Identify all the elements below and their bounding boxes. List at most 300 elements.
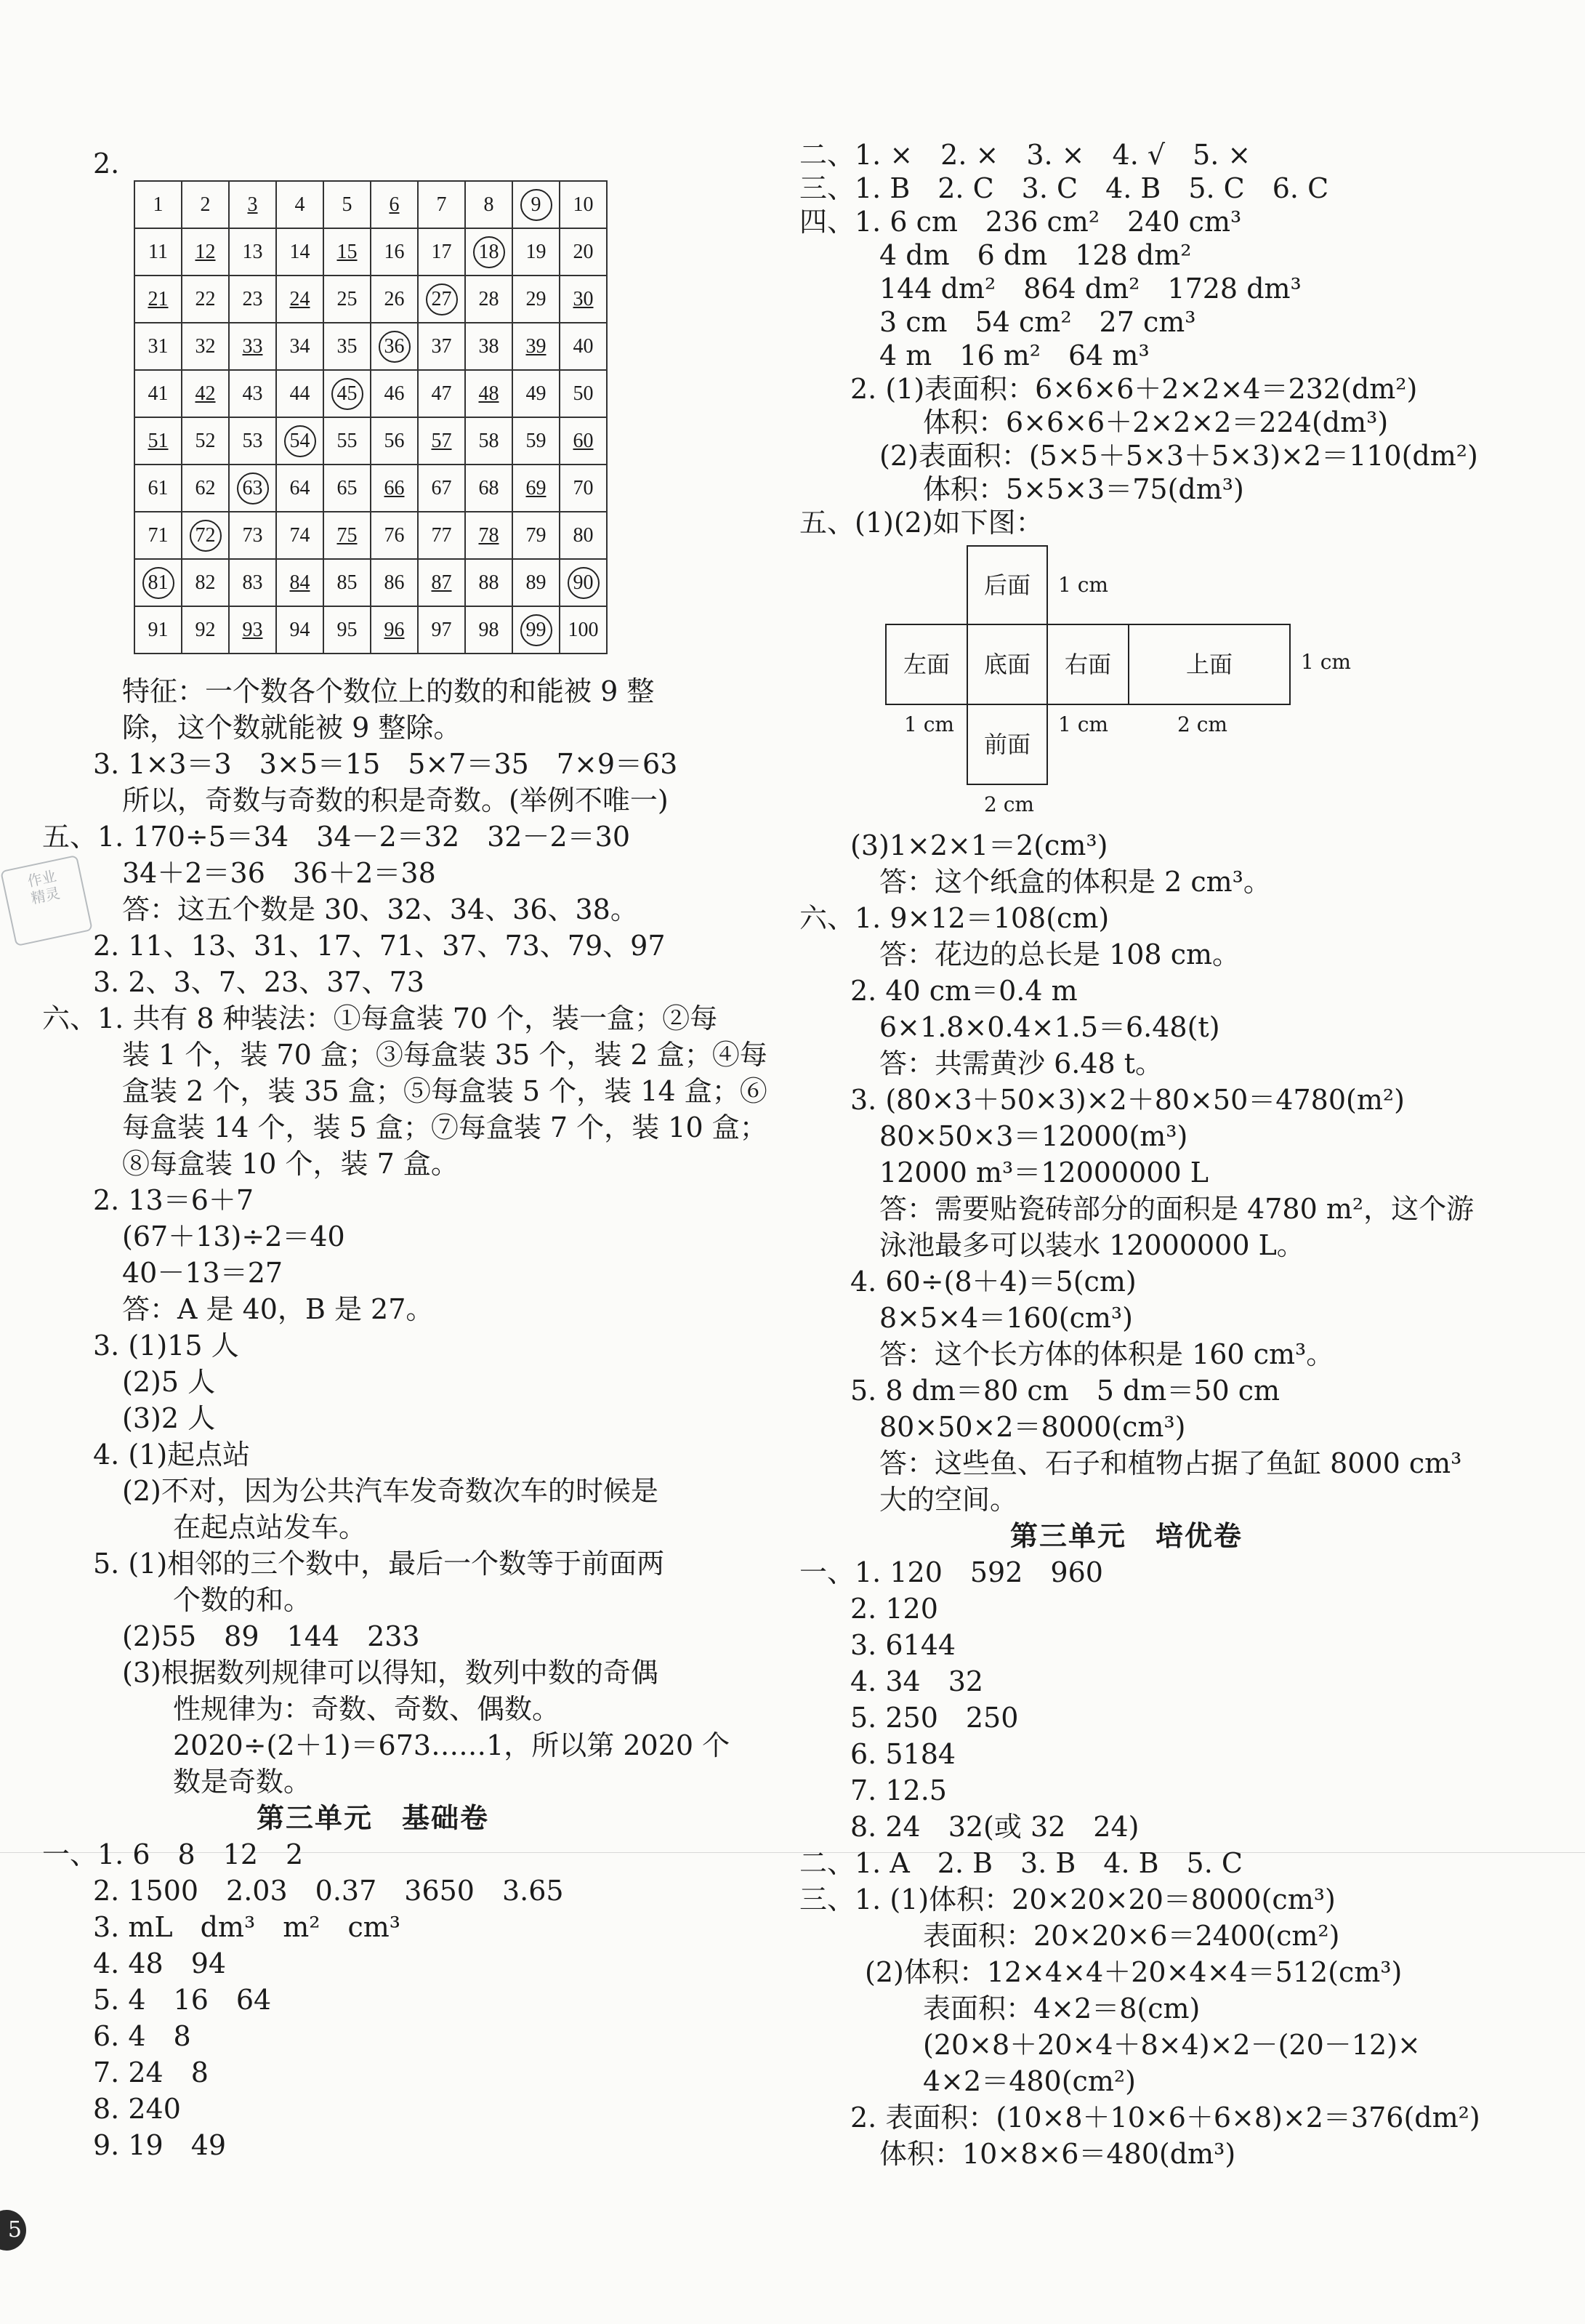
grid-cell: [134, 559, 182, 606]
section-heading: 六、1. 9×12＝108(cm): [799, 902, 1110, 934]
grid-row: [134, 606, 607, 654]
grid-cell: [276, 323, 323, 370]
grid-cell: [560, 606, 607, 654]
grid-cell: [323, 370, 371, 417]
text-line: 2020÷(2＋1)＝673……1，所以第 2020 个: [173, 1729, 730, 1761]
section-heading: 二、1. × 2. × 3. × 4. √ 5. ×: [799, 139, 1251, 171]
grid-number: 24: [289, 287, 310, 310]
text-line: 个数的和。: [173, 1584, 312, 1616]
grid-number: 75: [336, 523, 358, 547]
net-dim-label: 1 cm: [1058, 573, 1108, 597]
text-line: 5. 4 16 64: [93, 1984, 272, 2016]
grid-cell: [182, 417, 229, 465]
text-line: 3. 2、3、7、23、37、73: [93, 966, 424, 998]
grid-number: 76: [384, 523, 405, 547]
grid-cell: [134, 323, 182, 370]
grid-number: 47: [431, 382, 452, 405]
net-dim-label: 1 cm: [1058, 712, 1108, 736]
grid-cell: [560, 276, 607, 323]
grid-row: [134, 465, 607, 512]
text-line: 80×50×2＝8000(cm³): [879, 1411, 1186, 1443]
grid-cell: [371, 276, 418, 323]
grid-number: 19: [525, 240, 547, 263]
grid-cell: [512, 559, 560, 606]
text-line: 2. 40 cm＝0.4 m: [850, 975, 1078, 1007]
grid-cell: [418, 370, 465, 417]
grid-number: 84: [289, 571, 310, 594]
text-line: 3 cm 54 cm² 27 cm³: [879, 306, 1196, 338]
grid-number: 56: [384, 429, 405, 452]
grid-cell: [134, 606, 182, 654]
grid-number: 100: [568, 618, 599, 641]
grid-number: 13: [242, 240, 263, 263]
grid-cell: [229, 417, 276, 465]
text-line: 答：花边的总长是 108 cm。: [879, 938, 1241, 970]
unit-heading-basic: 第三单元 基础卷: [257, 1801, 490, 1834]
grid-cell: [229, 559, 276, 606]
grid-cell: [465, 559, 512, 606]
grid-cell: [323, 181, 371, 228]
grid-number: 6: [389, 193, 400, 216]
text-line: 所以，奇数与奇数的积是奇数。(举例不唯一): [122, 784, 669, 816]
grid-row: [134, 323, 607, 370]
net-dim-label: 2 cm: [1177, 712, 1227, 736]
text-line: 装 1 个，装 70 盒；③每盒装 35 个，装 2 盒；④每: [122, 1039, 767, 1071]
text-line: 数是奇数。: [173, 1766, 312, 1798]
grid-row: [134, 276, 607, 323]
grid-cell: [560, 465, 607, 512]
grid-cell: [323, 606, 371, 654]
grid-cell: [323, 512, 371, 559]
text-line: 3. 6144: [850, 1629, 956, 1661]
text-line: 4. 60÷(8＋4)＝5(cm): [850, 1266, 1137, 1298]
text-line: 8. 24 32(或 32 24): [850, 1811, 1140, 1843]
text-line: (3)1×2×1＝2(cm³): [850, 829, 1108, 861]
grid-cell: [182, 228, 229, 276]
section-heading: 六、1. 共有 8 种装法：①每盒装 70 个，装一盒；②每: [42, 1002, 718, 1034]
text-line: 特征：一个数各个数位上的数的和能被 9 整: [122, 675, 655, 707]
grid-number: 80: [573, 523, 594, 547]
grid-number: 99: [520, 614, 552, 646]
text-line: 9. 19 49: [93, 2129, 227, 2161]
grid-cell: [229, 606, 276, 654]
grid-cell: [371, 370, 418, 417]
grid-cell: [276, 465, 323, 512]
grid-number: 5: [342, 193, 352, 216]
text-line: 4. 48 94: [93, 1947, 227, 1979]
grid-number: 70: [573, 476, 594, 499]
grid-number: 11: [148, 240, 168, 263]
grid-number: 32: [195, 334, 216, 358]
page-number: 5: [0, 2210, 26, 2251]
grid-number: 86: [384, 571, 405, 594]
grid-number: 1: [153, 193, 164, 216]
grid-number: 81: [142, 567, 174, 599]
text-line: 7. 12.5: [850, 1774, 947, 1806]
grid-label: 2.: [93, 148, 120, 180]
section-heading: 一、1. 6 8 12 2: [42, 1838, 304, 1870]
grid-cell: [512, 417, 560, 465]
grid-number: 71: [148, 523, 169, 547]
grid-number: 45: [331, 378, 363, 410]
text-line: 4. 34 32: [850, 1665, 984, 1697]
grid-cell: [418, 323, 465, 370]
grid-number: 68: [478, 476, 499, 499]
grid-number: 25: [336, 287, 358, 310]
grid-cell: [371, 417, 418, 465]
grid-number: 90: [568, 567, 600, 599]
text-line: 答：A 是 40，B 是 27。: [122, 1293, 434, 1325]
grid-row: [134, 512, 607, 559]
grid-row: [134, 417, 607, 465]
grid-number: 97: [431, 618, 452, 641]
net-face-top: 上面: [1128, 624, 1291, 705]
text-line: 5. (1)相邻的三个数中，最后一个数等于前面两: [93, 1548, 665, 1580]
grid-number: 62: [195, 476, 216, 499]
text-line: 7. 24 8: [93, 2056, 209, 2088]
grid-cell: [229, 181, 276, 228]
grid-cell: [134, 512, 182, 559]
text-line: 答：这个纸盒的体积是 2 cm³。: [879, 866, 1271, 898]
grid-cell: [560, 228, 607, 276]
text-line: (67＋13)÷2＝40: [122, 1221, 345, 1253]
grid-number: 65: [336, 476, 358, 499]
grid-number: 4: [294, 193, 305, 216]
text-line: 8×5×4＝160(cm³): [879, 1302, 1133, 1334]
net-face-front: 前面: [967, 704, 1048, 785]
text-line: 2. 11、13、31、17、71、37、73、79、97: [93, 930, 666, 962]
grid-cell: [134, 370, 182, 417]
grid-cell: [323, 228, 371, 276]
text-line: 体积：5×5×3＝75(dm³): [923, 473, 1244, 505]
grid-cell: [418, 606, 465, 654]
grid-number: 93: [242, 618, 263, 641]
grid-cell: [276, 417, 323, 465]
grid-number: 43: [242, 382, 263, 405]
grid-number: 89: [525, 571, 547, 594]
grid-cell: [371, 559, 418, 606]
grid-cell: [465, 417, 512, 465]
grid-number: 28: [478, 287, 499, 310]
grid-row: [134, 559, 607, 606]
section-heading: 四、1. 6 cm 236 cm² 240 cm³: [799, 206, 1242, 238]
grid-number: 37: [431, 334, 452, 358]
text-line: (2)表面积：(5×5＋5×3＋5×3)×2＝110(dm²): [879, 440, 1478, 472]
grid-cell: [418, 465, 465, 512]
text-line: 144 dm² 864 dm² 1728 dm³: [879, 273, 1302, 305]
grid-number: 53: [242, 429, 263, 452]
text-line: 2. 13＝6＋7: [93, 1184, 254, 1216]
grid-number: 46: [384, 382, 405, 405]
grid-cell: [276, 512, 323, 559]
text-line: 除，这个数就能被 9 整除。: [122, 712, 461, 744]
text-line: (2)不对，因为公共汽车发奇数次车的时候是: [122, 1475, 658, 1507]
grid-cell: [512, 512, 560, 559]
grid-number: 63: [237, 473, 269, 504]
grid-number: 15: [336, 240, 358, 263]
grid-cell: [323, 559, 371, 606]
text-line: 3. 1×3＝3 3×5＝15 5×7＝35 7×9＝63: [93, 748, 678, 780]
grid-cell: [276, 370, 323, 417]
net-face-left: 左面: [885, 624, 968, 705]
grid-number: 33: [242, 334, 263, 358]
text-line: 4. (1)起点站: [93, 1439, 251, 1471]
grid-number: 52: [195, 429, 216, 452]
text-line: 40－13＝27: [122, 1257, 283, 1289]
grid-cell: [182, 606, 229, 654]
text-line: 2. 120: [850, 1593, 938, 1625]
text-line: 答：共需黄沙 6.48 t。: [879, 1048, 1163, 1079]
text-line: 每盒装 14 个，装 5 盒；⑦每盒装 7 个，装 10 盒；: [122, 1111, 767, 1143]
grid-number: 57: [431, 429, 452, 452]
text-line: 4 m 16 m² 64 m³: [879, 339, 1150, 371]
grid-number: 26: [384, 287, 405, 310]
net-face-right: 右面: [1046, 624, 1129, 705]
text-line: 表面积：20×20×6＝2400(cm²): [923, 1920, 1340, 1952]
grid-number: 10: [573, 193, 594, 216]
section-heading: 三、1. B 2. C 3. C 4. B 5. C 6. C: [799, 172, 1329, 204]
section-heading: 三、1. (1)体积：20×20×20＝8000(cm³): [799, 1883, 1336, 1915]
grid-cell: [182, 323, 229, 370]
text-line: 体积：10×8×6＝480(dm³): [879, 2138, 1236, 2170]
grid-cell: [465, 323, 512, 370]
text-line: 2. 表面积：(10×8＋10×6＋6×8)×2＝376(dm²): [850, 2102, 1480, 2134]
grid-number: 8: [483, 193, 494, 216]
grid-number: 18: [473, 236, 505, 268]
grid-cell: [229, 512, 276, 559]
text-line: 3. (1)15 人: [93, 1330, 239, 1362]
grid-number: 40: [573, 334, 594, 358]
grid-cell: [465, 465, 512, 512]
grid-cell: [465, 181, 512, 228]
grid-cell: [465, 276, 512, 323]
grid-number: 31: [148, 334, 169, 358]
section-heading: 五、1. 170÷5＝34 34－2＝32 32－2＝30: [42, 821, 631, 853]
section-heading: 二、1. A 2. B 3. B 4. B 5. C: [799, 1847, 1243, 1879]
text-line: 8. 240: [93, 2093, 181, 2125]
grid-number: 12: [195, 240, 216, 263]
text-line: 体积：6×6×6＋2×2×2＝224(dm³): [923, 406, 1389, 438]
grid-number: 59: [525, 429, 547, 452]
text-line: 大的空间。: [879, 1484, 1018, 1516]
grid-cell: [560, 181, 607, 228]
grid-cell: [560, 323, 607, 370]
grid-number: 92: [195, 618, 216, 641]
grid-cell: [512, 181, 560, 228]
grid-cell: [182, 559, 229, 606]
grid-cell: [371, 228, 418, 276]
grid-cell: [560, 417, 607, 465]
text-line: (3)根据数列规律可以得知，数列中数的奇偶: [122, 1657, 658, 1689]
grid-number: 88: [478, 571, 499, 594]
grid-row: [134, 228, 607, 276]
grid-cell: [371, 465, 418, 512]
net-dim-label: 1 cm: [904, 712, 954, 736]
grid-cell: [134, 465, 182, 512]
watermark-stamp: 作业 精灵: [0, 855, 93, 946]
grid-number: 7: [436, 193, 447, 216]
grid-cell: [276, 559, 323, 606]
grid-cell: [182, 465, 229, 512]
grid-number: 30: [573, 287, 594, 310]
net-face-bottom: 底面: [967, 624, 1048, 705]
grid-number: 55: [336, 429, 358, 452]
grid-number: 21: [148, 287, 169, 310]
text-line: (3)2 人: [122, 1402, 216, 1434]
grid-number: 72: [190, 520, 222, 552]
grid-cell: [418, 512, 465, 559]
grid-number: 27: [426, 284, 458, 315]
text-line: 4 dm 6 dm 128 dm²: [879, 239, 1192, 271]
unit-heading-advanced: 第三单元 培优卷: [1010, 1519, 1243, 1552]
text-line: 答：这个长方体的体积是 160 cm³。: [879, 1338, 1334, 1370]
grid-cell: [276, 606, 323, 654]
text-line: 5. 8 dm＝80 cm 5 dm＝50 cm: [850, 1375, 1280, 1407]
grid-number: 48: [478, 382, 499, 405]
grid-cell: [134, 228, 182, 276]
grid-cell: [276, 276, 323, 323]
text-line: ⑧每盒装 10 个，装 7 盒。: [122, 1148, 459, 1180]
grid-number: 34: [289, 334, 310, 358]
text-line: 12000 m³＝12000000 L: [879, 1157, 1209, 1189]
text-line: 答：需要贴瓷砖部分的面积是 4780 m²，这个游: [879, 1193, 1475, 1225]
text-line: 3. (80×3＋50×3)×2＋80×50＝4780(m²): [850, 1084, 1405, 1116]
text-line: 34＋2＝36 36＋2＝38: [122, 857, 436, 889]
grid-cell: [560, 559, 607, 606]
hundred-chart: [134, 180, 608, 654]
grid-number: 60: [573, 429, 594, 452]
grid-row: [134, 181, 607, 228]
grid-cell: [323, 276, 371, 323]
grid-number: 35: [336, 334, 358, 358]
text-line: 答：这些鱼、石子和植物占据了鱼缸 8000 cm³: [879, 1447, 1462, 1479]
grid-number: 51: [148, 429, 169, 452]
grid-number: 77: [431, 523, 452, 547]
text-line: 6. 4 8: [93, 2020, 191, 2052]
section-heading: 一、1. 120 592 960: [799, 1556, 1103, 1588]
grid-cell: [418, 181, 465, 228]
net-dim-label: 1 cm: [1301, 650, 1351, 674]
grid-number: 16: [384, 240, 405, 263]
grid-cell: [512, 323, 560, 370]
text-line: 性规律为：奇数、奇数、偶数。: [173, 1693, 560, 1725]
text-line: 3. mL dm³ m² cm³: [93, 1911, 401, 1943]
grid-cell: [229, 228, 276, 276]
grid-number: 79: [525, 523, 547, 547]
grid-number: 38: [478, 334, 499, 358]
text-line: 2. (1)表面积：6×6×6＋2×2×4＝232(dm²): [850, 373, 1418, 405]
grid-number: 3: [247, 193, 258, 216]
grid-number: 49: [525, 382, 547, 405]
grid-number: 2: [200, 193, 211, 216]
grid-number: 50: [573, 382, 594, 405]
grid-cell: [134, 181, 182, 228]
grid-number: 82: [195, 571, 216, 594]
grid-cell: [560, 512, 607, 559]
grid-cell: [418, 228, 465, 276]
grid-number: 67: [431, 476, 452, 499]
grid-row: [134, 370, 607, 417]
grid-number: 22: [195, 287, 216, 310]
text-line: 泳池最多可以装水 12000000 L。: [879, 1229, 1304, 1261]
grid-cell: [371, 181, 418, 228]
grid-cell: [323, 465, 371, 512]
grid-cell: [371, 606, 418, 654]
grid-cell: [465, 370, 512, 417]
grid-cell: [465, 606, 512, 654]
grid-cell: [276, 228, 323, 276]
text-line: (2)体积：12×4×4＋20×4×4＝512(cm³): [865, 1956, 1403, 1988]
net-dim-label: 2 cm: [984, 792, 1034, 816]
grid-number: 61: [148, 476, 169, 499]
grid-number: 66: [384, 476, 405, 499]
grid-cell: [182, 512, 229, 559]
grid-number: 9: [520, 189, 552, 221]
grid-number: 14: [289, 240, 310, 263]
grid-cell: [465, 512, 512, 559]
text-line: (2)5 人: [122, 1366, 216, 1398]
text-line: 4×2＝480(cm²): [923, 2065, 1136, 2097]
text-line: 盒装 2 个，装 35 盒；⑤每盒装 5 个，装 14 盒；⑥: [122, 1075, 767, 1107]
grid-cell: [182, 370, 229, 417]
grid-number: 36: [379, 331, 411, 363]
grid-number: 58: [478, 429, 499, 452]
grid-cell: [276, 181, 323, 228]
grid-cell: [371, 512, 418, 559]
text-line: 5. 250 250: [850, 1702, 1019, 1734]
grid-cell: [418, 417, 465, 465]
grid-number: 91: [148, 618, 169, 641]
grid-number: 42: [195, 382, 216, 405]
text-line: 6. 5184: [850, 1738, 956, 1770]
grid-cell: [229, 323, 276, 370]
section-heading: 五、(1)(2)如下图：: [799, 507, 1044, 539]
grid-number: 69: [525, 476, 547, 499]
text-line: 在起点站发车。: [173, 1511, 367, 1543]
grid-number: 98: [478, 618, 499, 641]
grid-cell: [512, 276, 560, 323]
grid-number: 39: [525, 334, 547, 358]
grid-cell: [182, 181, 229, 228]
grid-cell: [323, 417, 371, 465]
text-line: 6×1.8×0.4×1.5＝6.48(t): [879, 1011, 1220, 1043]
grid-number: 85: [336, 571, 358, 594]
grid-cell: [323, 323, 371, 370]
grid-cell: [560, 370, 607, 417]
text-line: 表面积：4×2＝8(cm): [923, 1993, 1201, 2025]
grid-number: 94: [289, 618, 310, 641]
grid-number: 95: [336, 618, 358, 641]
grid-cell: [512, 228, 560, 276]
grid-number: 41: [148, 382, 169, 405]
grid-cell: [134, 417, 182, 465]
grid-cell: [182, 276, 229, 323]
grid-number: 20: [573, 240, 594, 263]
grid-number: 96: [384, 618, 405, 641]
grid-cell: [418, 559, 465, 606]
grid-cell: [418, 276, 465, 323]
grid-cell: [229, 465, 276, 512]
grid-cell: [465, 228, 512, 276]
grid-cell: [229, 276, 276, 323]
net-face-back: 后面: [967, 545, 1048, 625]
grid-number: 73: [242, 523, 263, 547]
grid-number: 83: [242, 571, 263, 594]
grid-cell: [229, 370, 276, 417]
grid-number: 17: [431, 240, 452, 263]
grid-number: 74: [289, 523, 310, 547]
text-line: 答：这五个数是 30、32、34、36、38。: [122, 893, 638, 925]
